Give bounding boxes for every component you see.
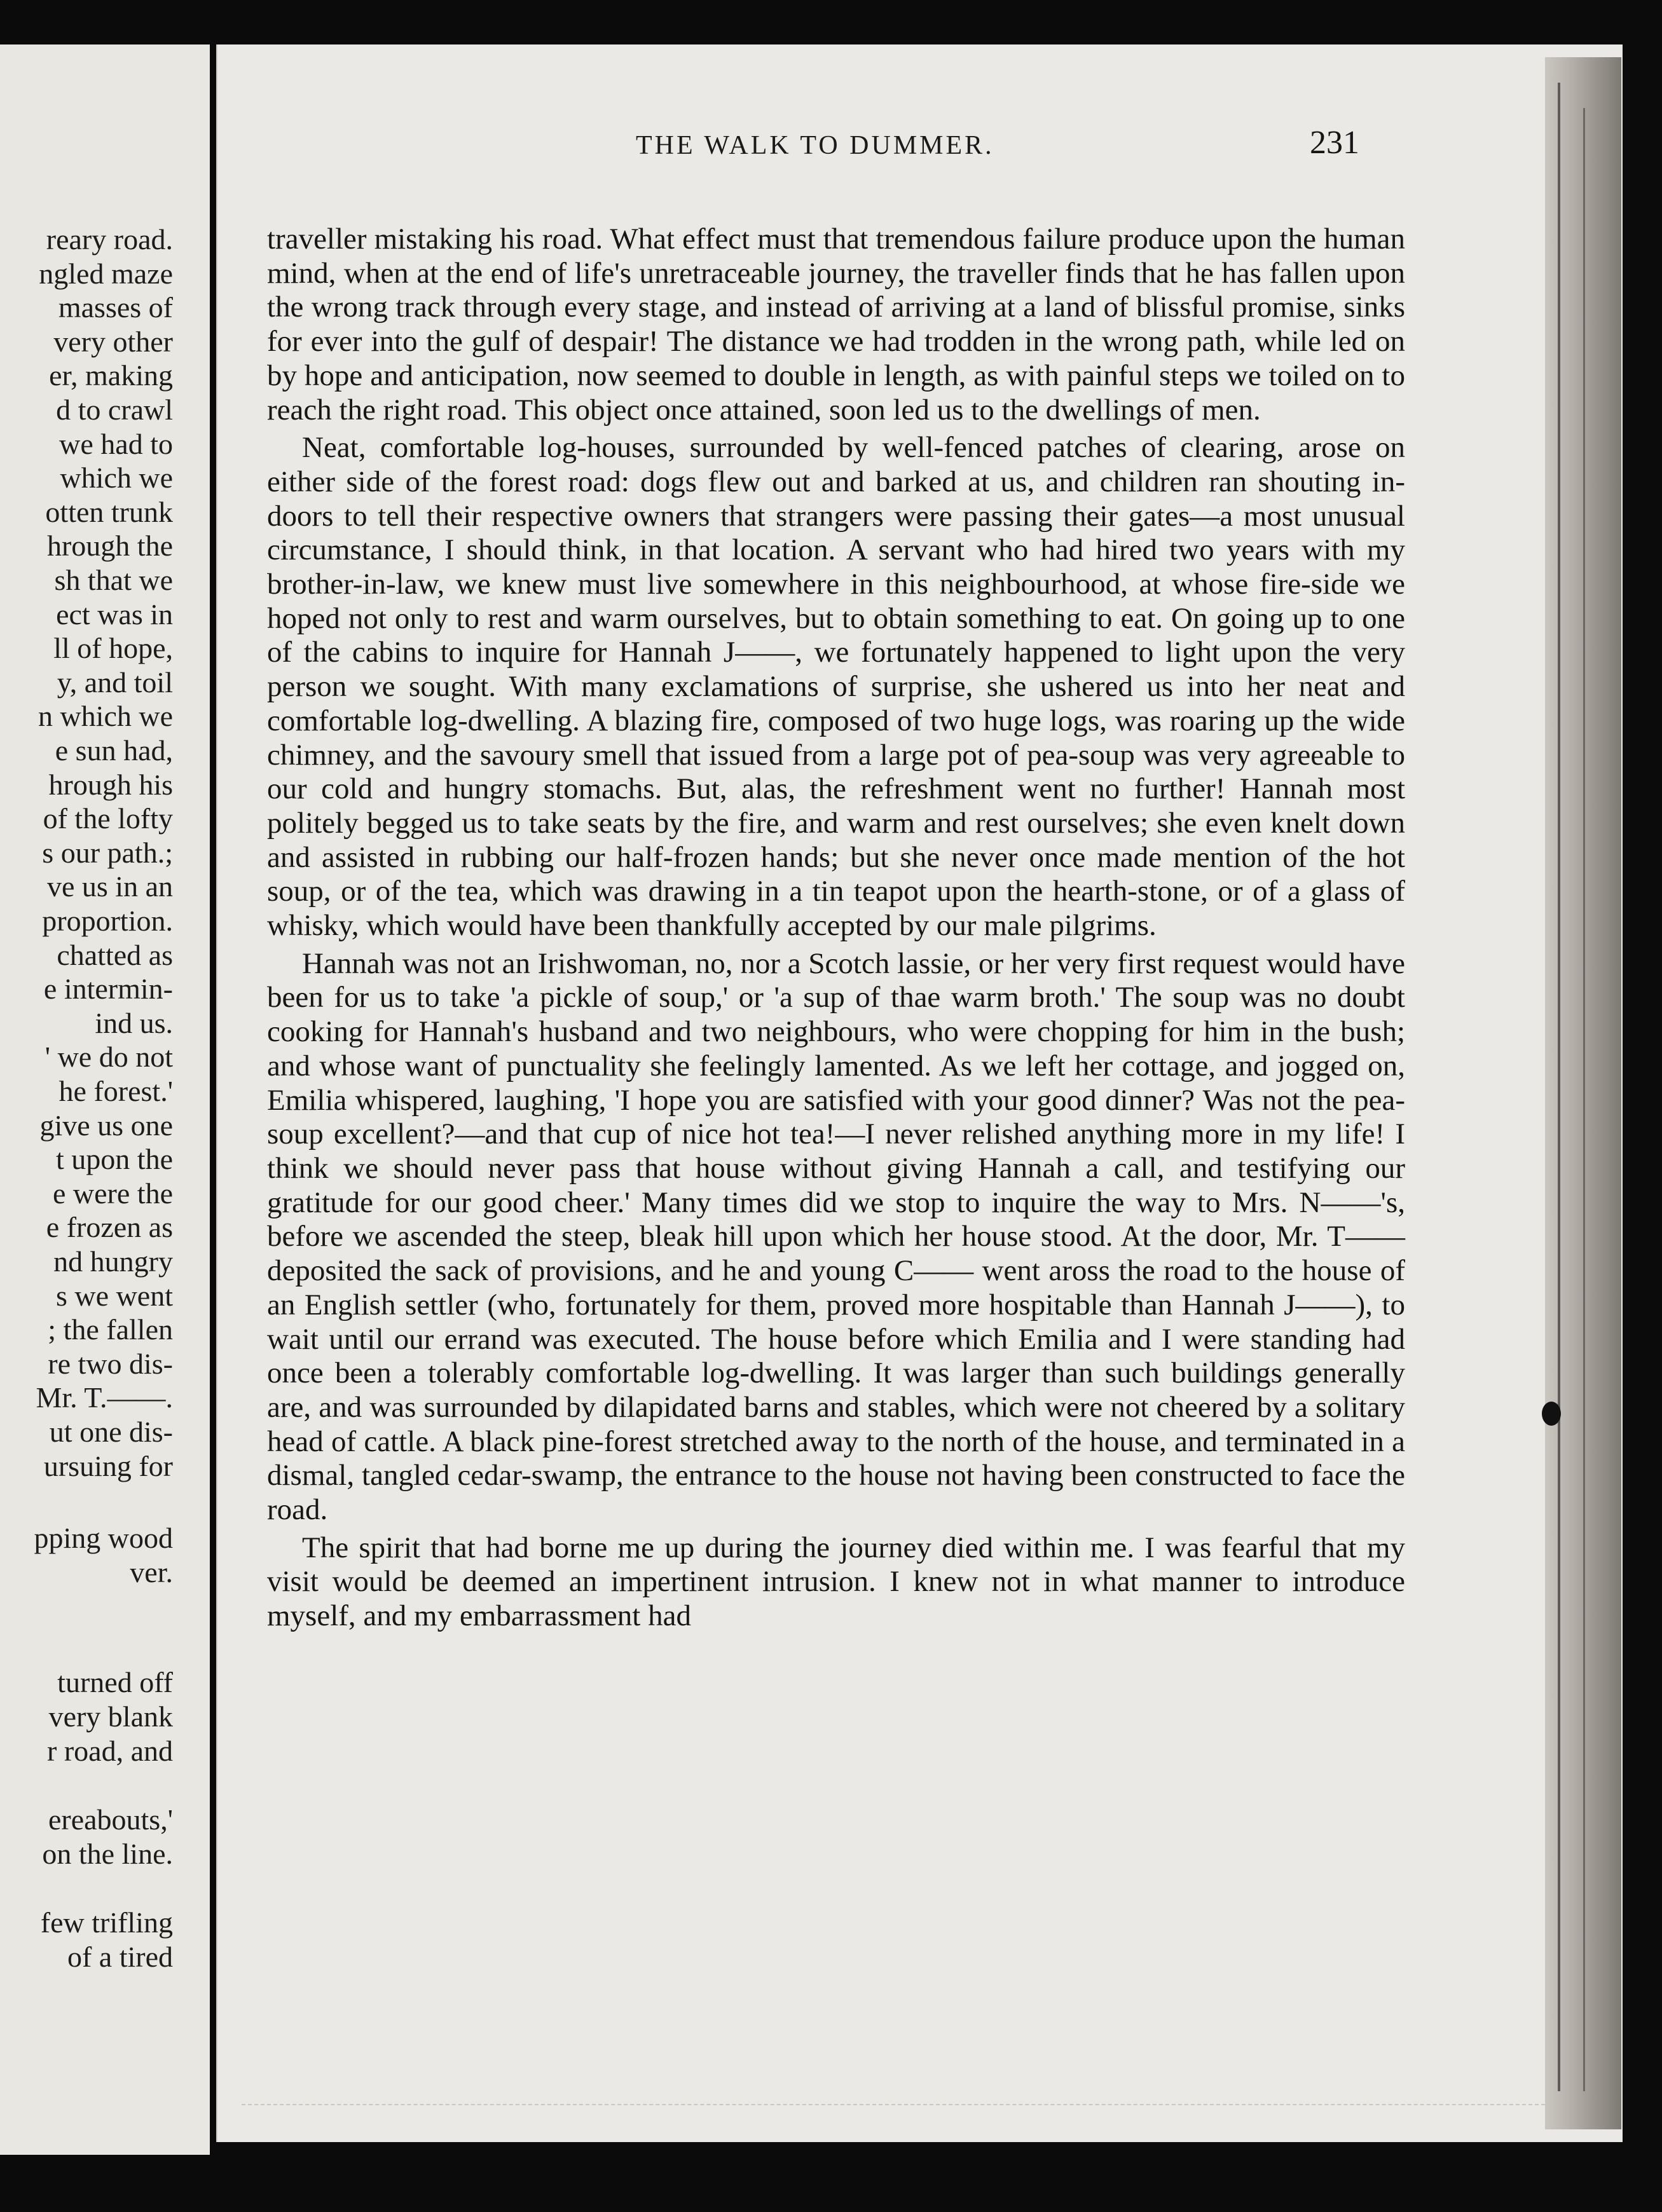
page-edge-stack [1545,57,1621,2129]
left-page-line: hrough the [46,529,173,563]
left-page-line: ver. [130,1555,173,1588]
ink-blot [1542,1402,1561,1426]
left-page-line: pping wood [34,1522,173,1555]
left-page-line: ut one dis- [49,1416,173,1448]
left-page-line: otten trunk [45,495,173,528]
left-page-line: proportion. [42,905,173,937]
left-page-line: er, making [49,359,173,392]
left-page-line: ind us. [95,1006,173,1039]
left-page-line: Mr. T.——. [36,1381,173,1414]
left-page-line: very blank [48,1700,173,1733]
left-page-line: s our path.; [42,836,173,869]
paragraph: Neat, comfortable log-houses, surrounded by well-fenced patches of clearing, arose on either side of the forest road: dogs flew out and barked at us, and children ran shouting in-doors to tell their respective owners that strangers were passing their gates—a most unusual circumstance, I should think, in that location. A servant who had hired two years with my brother-in-law, we knew must live somewhere in this neighbourhood, at whose fire-side we hoped not only to rest and warm ourselves, but to obtain something to eat. On going up to one of the cabins to inquire for Hannah J——, we fortunately happened to light upon the very person we sought. With many exclamations of surprise, she ushered us into her neat and comfortable log-dwelling. A blazing fire, composed of two huge logs, was roaring up the wide chimney, and the savoury smell that issued from a large pot of pea-soup was very agreeable to our cold and hungry stomachs. But, alas, the refreshment went no further! Hannah most politely begged us to take seats by the fire, and warm and rest ourselves; she even knelt down and assisted in rubbing our half-frozen hands; but she never once made mention of the hot soup, or of the tea, which was drawing in a tin teapot upon the hearth-stone, or of a glass of whisky, which would have been thankfully accepted by our male pilgrims. [267,431,1405,943]
paragraph: The spirit that had borne me up during the journey died within me. I was fearful that my visit would be deemed an impertinent intrusion. I knew not in what manner to introduce myself, and my embarrassment had [267,1531,1405,1633]
left-page-line: on the line. [42,1837,173,1870]
left-page-fragment [0,44,210,2155]
left-page-line: n which we [38,700,173,733]
left-page-line: reary road. [46,223,173,256]
left-page-line: of the lofty [43,802,173,835]
paragraph: traveller mistaking his road. What effect must that tremendous failure produce upon the human mind, when at the end of life's unretraceable journey, the traveller finds that he has fallen upon the wrong track through every stage, and instead of arriving at a land of blissful promise, sinks for ever into the gulf of despair! The distance we had trodden in the wrong path, while led on by hope and anticipation, now seemed to double in length, as with painful steps we toiled on to reach the right road. This object once attained, soon led us to the dwellings of men. [267,222,1405,427]
left-page-line: e sun had, [55,734,173,767]
left-page-line: he forest.' [58,1075,173,1107]
left-page-line: turned off [57,1666,173,1699]
left-page-line: d to crawl [56,393,173,426]
left-page-line: nd hungry [53,1245,173,1278]
left-page-line: s we went [56,1279,173,1312]
left-page-line: chatted as [57,938,173,971]
left-page-line: very other [53,325,173,358]
left-page-line: ect was in [56,597,173,631]
paragraph: Hannah was not an Irishwoman, no, nor a Scotch lassie, or her very first request would have been for us to take 'a pickle of soup,' or 'a sup of thae warm broth.' The soup was no doubt cooking for Hannah's husband and two neighbours, who were chopping for him in the bush; and whose want of punctuality she feelingly lamented. As we left her cottage, and jogged on, Emilia whispered, laughing, 'I hope you are satisfied with your good dinner? Was not the pea-soup excellent?—and that cup of nice hot tea!—I never relished anything more in my life! I think we should never pass that house without giving Hannah a call, and testifying our gratitude for our good cheer.' Many times did we stop to inquire the way to Mrs. N——'s, before we ascended the steep, bleak hill upon which her house stood. At the door, Mr. T—— deposited the sack of provisions, and he and young C—— went aross the road to the house of an English settler (who, fortunately for them, proved more hospitable than Hannah J——), to wait until our errand was executed. The house before which Emilia and I were standing had once been a tolerably comfortable log-dwelling. It was larger than such buildings generally are, and was surrounded by dilapidated barns and stables, which were not cheered by a solitary head of cattle. A black pine-forest stretched away to the north of the house, and terminated in a dismal, tangled cedar-swamp, the entrance to the house not having been constructed to face the road. [267,946,1405,1527]
left-page-line: ; the fallen [48,1313,173,1346]
left-page-line: hrough his [48,768,173,801]
left-page-line: ereabouts,' [48,1803,173,1836]
left-page-line: t upon the [56,1143,173,1176]
left-page-line: ll of hope, [53,632,173,665]
left-page-line: e frozen as [46,1211,173,1244]
left-page-line: r road, and [47,1734,173,1767]
left-page-line: ve us in an [46,870,173,903]
left-page-line: ngled maze [39,257,173,290]
left-page-line: masses of [58,291,173,324]
left-page-line: ursuing for [43,1449,173,1482]
left-page-line: e intermin- [43,973,173,1006]
left-page-line: sh that we [54,564,173,596]
left-page-line: re two dis- [48,1347,173,1380]
running-head: THE WALK TO DUMMER. [636,131,994,160]
left-page-line: few trifling [40,1906,173,1939]
left-page-line: e were the [53,1177,173,1210]
left-page-line: ' we do not [45,1041,173,1074]
left-page-line: which we [60,461,173,495]
left-page-line: y, and toil [57,666,173,699]
left-page-line: give us one [39,1109,173,1142]
body-text [267,222,1405,1634]
left-page-line: of a tired [67,1941,173,1973]
left-page-line: we had to [59,427,173,460]
page-bottom-edge [242,2104,1545,2118]
page-number: 231 [1310,125,1359,161]
page-header [216,124,1621,162]
